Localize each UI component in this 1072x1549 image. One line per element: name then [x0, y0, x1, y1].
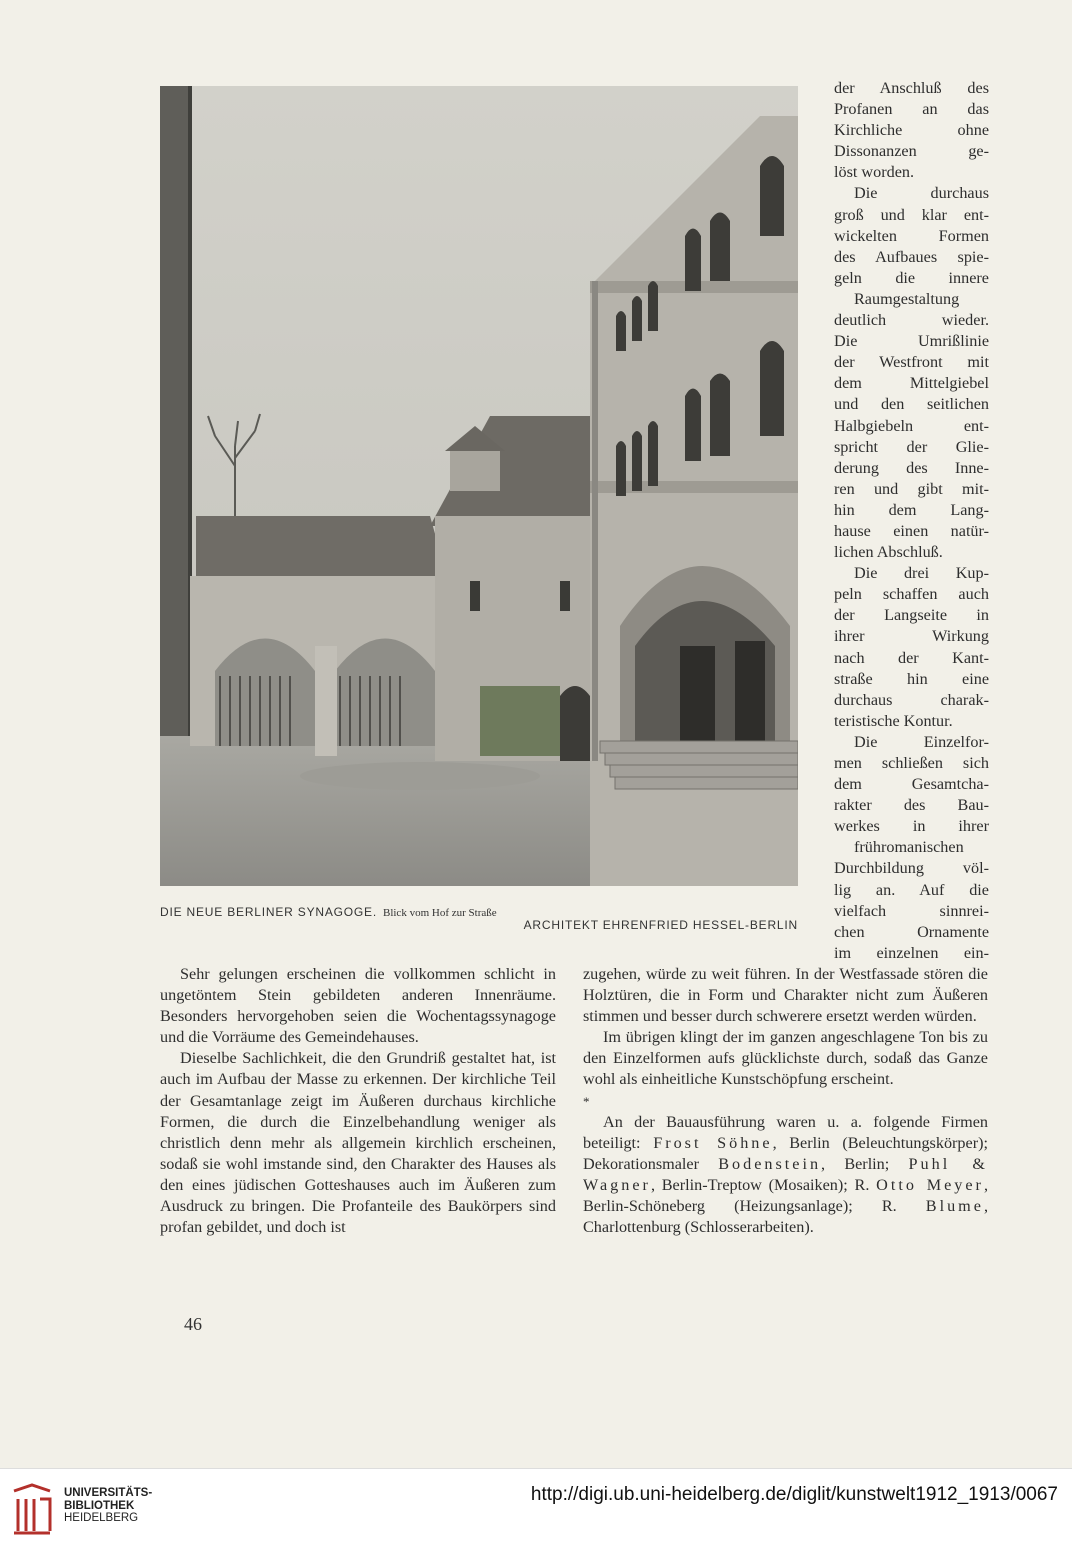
- caption-subtitle: Blick vom Hof zur Straße: [382, 907, 497, 919]
- text-line: dem Mittelgiebel: [834, 374, 989, 393]
- text-run: , Berlin (Beleuchtungskörper); Dekorationsmaler: [583, 1133, 988, 1173]
- text-line: men schließen sich: [834, 754, 989, 772]
- text-line: ihrer Wirkung: [834, 627, 989, 646]
- text-run: An der Bauausführung waren u. a. folgende Firmen beteiligt:: [583, 1112, 988, 1152]
- text-line: derung des Inne-: [834, 458, 989, 477]
- text-line: hin dem Lang-: [834, 500, 989, 519]
- text-line: wickelten Formen: [834, 226, 989, 245]
- text-line: durchaus charak-: [834, 690, 989, 709]
- firm-name: Frost Söhne: [653, 1133, 773, 1152]
- text-line: Durchbildung völ-: [834, 859, 989, 878]
- text-line: werkes in ihrer: [834, 817, 989, 836]
- synagogue-courtyard-image: [160, 86, 798, 886]
- text-line: geln die innere: [834, 268, 989, 287]
- text-run: , Berlin-Schöneberg (Heizungsanlage); R.: [583, 1175, 988, 1215]
- text-line: rakter des Bau-: [834, 796, 989, 815]
- text-line: groß und klar ent-: [834, 205, 989, 224]
- text-line: nach der Kant-: [834, 648, 989, 667]
- source-url-link[interactable]: http://digi.ub.uni-heidelberg.de/diglit/kunstwelt1912_1913/0067: [530, 1484, 1058, 1505]
- text-line: Kirchliche ohne: [834, 121, 989, 140]
- text-line: Die Umrißlinie: [834, 332, 989, 351]
- text-line: lig an. Auf die: [834, 880, 989, 899]
- page-number: 46: [184, 1314, 202, 1334]
- figure-caption: [160, 905, 497, 919]
- paragraph: Sehr gelungen erscheinen die vollkommen schlicht in ungetöntem Stein gebildeten anderen Innenräume. Besonders hervorgehoben seien die Wochentagssynagoge und die Vorräume des Gemeindehauses.: [160, 965, 556, 1047]
- library-footer: [0, 1468, 1072, 1549]
- left-text-column: [160, 964, 556, 1238]
- text-line: deutlich wieder.: [834, 311, 989, 330]
- logo-line: BIBLIOTHEK: [64, 1499, 135, 1512]
- text-line: im einzelnen ein-: [834, 943, 989, 962]
- text-line: der Westfront mit: [834, 353, 989, 372]
- caption-title: DIE NEUE BERLINER SYNAGOGE.: [160, 905, 377, 919]
- text-line: spricht der Glie-: [834, 437, 989, 456]
- text-line: Die durchaus: [854, 184, 989, 203]
- building-photograph: [160, 86, 798, 886]
- text-line: dem Gesamtcha-: [834, 775, 989, 794]
- text-line: chen Ornamente: [834, 922, 989, 941]
- text-line: lichen Abschluß.: [834, 543, 943, 562]
- text-line: der Anschluß des: [834, 79, 989, 97]
- paragraph: zugehen, würde zu weit führen. In der Westfassade stören die Holztüren, die in Form und Charakter nicht zum Äußeren stimmen und besser durch schwerere ersetzt werden würden.: [583, 965, 988, 1026]
- section-separator: *: [583, 1093, 590, 1109]
- paragraph: Im übrigen klingt der im ganzen angeschlagene Ton bis zu den Einzelformen aufs glücklichste durch, sodaß das Ganze wohl als einheitliche Kunstschöpfung erscheint.: [583, 1028, 988, 1089]
- text-line: straße hin eine: [834, 669, 989, 688]
- text-run: , Berlin-Treptow (Mosaiken); R.: [650, 1175, 877, 1194]
- text-line: Die Einzelfor-: [854, 732, 989, 751]
- firm-name: Otto Meyer: [876, 1175, 984, 1194]
- logo-line: UNIVERSITÄTS-: [64, 1487, 153, 1499]
- text-line: löst worden.: [834, 163, 915, 182]
- text-line: hause einen natür-: [834, 521, 989, 540]
- firm-name: Bodenstein: [718, 1154, 822, 1173]
- text-line: und den seitlichen: [834, 395, 989, 414]
- text-line: des Aufbaues spie-: [834, 247, 989, 266]
- text-line: vielfach sinnrei-: [834, 901, 989, 920]
- text-line: Raumgestaltung: [854, 289, 960, 308]
- right-text-column: [583, 964, 988, 1238]
- paragraph-firms: [583, 1112, 988, 1239]
- firm-name: Blume: [925, 1196, 984, 1215]
- firm-name: Puhl & Wagner: [583, 1154, 989, 1194]
- logo-line: HEIDELBERG: [64, 1512, 139, 1524]
- text-line: frühromanischen: [854, 838, 964, 857]
- text-line: teristische Kontur.: [834, 711, 953, 730]
- text-line: Profanen an das: [834, 100, 989, 119]
- text-line: Dissonanzen ge-: [834, 142, 989, 161]
- text-line: der Langseite in: [834, 606, 989, 625]
- text-run: , Berlin;: [821, 1154, 909, 1173]
- library-name[interactable]: [64, 1487, 152, 1525]
- text-line: peln schaffen auch: [834, 585, 989, 604]
- text-run: , Charlottenburg (Schlosserarbeiten).: [583, 1196, 988, 1237]
- text-line: Die drei Kup-: [854, 564, 989, 583]
- text-line: ren und gibt mit-: [834, 479, 989, 498]
- text-line: Halbgiebeln ent-: [834, 416, 989, 435]
- library-logo-icon[interactable]: [10, 1483, 54, 1540]
- figure-credit: ARCHITEKT EHRENFRIED HESSEL-BERLIN: [523, 918, 798, 932]
- side-text-column: [834, 78, 989, 964]
- paragraph: Dieselbe Sachlichkeit, die den Grundriß gestaltet hat, ist auch im Aufbau der Masse zu erkennen. Der kirchliche Teil der Gesamtanlage zeigt im Äußeren durchaus kirchliche Formen, die durch die Einzelbehandlung weniger als christlich denn mehr als allgemein kirchlich erscheinen, sodaß sie wohl imstande sind, den Charakter des Hauses als den eines jüdischen Gotteshauses auch im Äußeren zum Ausdruck zu bringen. Die Profanteile des Baukörpers sind profan gebildet, und doch ist: [160, 1049, 556, 1237]
